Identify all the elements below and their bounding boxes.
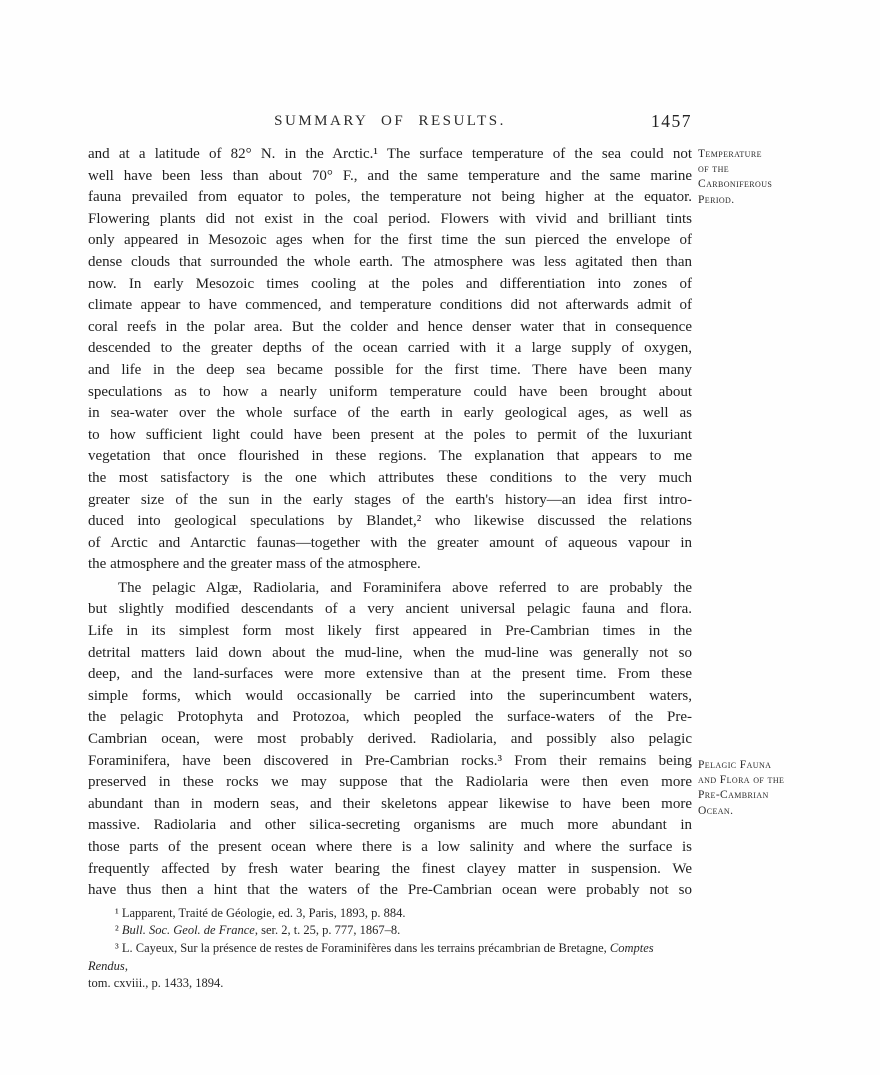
- footnote-text: ³ L. Cayeux, Sur la présence de restes de Foraminifères dans les terrains précambrian de Bretagne,: [115, 940, 610, 955]
- text-line: Cambrian ocean, were most probably derived. Radiolaria, and possibly also pelagic: [88, 731, 692, 748]
- text-line: Pelagic Fauna: [698, 759, 772, 771]
- text-line: dense clouds that surrounded the whole earth. The atmosphere was less agitated then than: [88, 253, 692, 270]
- text-line: Life in its simplest form most likely first appeared in Pre-Cambrian times in the: [88, 623, 692, 640]
- text-line: coral reefs in the polar area. But the colder and hence denser water that in consequence: [88, 318, 692, 335]
- footnote-citation-title: Bull. Soc. Geol. de France: [121, 923, 255, 938]
- text-line: Period.: [698, 193, 735, 206]
- text-line: Ocean.: [698, 804, 734, 817]
- footnote-text: , ser. 2, t. 25, p. 777, 1867–8.: [254, 923, 401, 938]
- text-line: speculations as to how a nearly uniform temperature could have been brought about: [88, 383, 692, 400]
- text-line: descended to the greater depths of the ocean carried with it a large supply of oxygen,: [88, 340, 692, 357]
- text-line: Foraminifera, have been discovered in Pre-Cambrian rocks.³ From their remains being: [88, 752, 692, 769]
- text-line: of Arctic and Antarctic faunas—together with the greater amount of aqueous vapour in: [88, 534, 692, 551]
- text-line: Pre-Cambrian: [698, 789, 769, 802]
- text-line: to how sufficient light could have been present at the poles to permit of the luxuriant: [88, 426, 692, 443]
- text-line: Carboniferous: [698, 178, 773, 191]
- text-line: and Flora of the: [698, 774, 785, 787]
- text-line: in sea-water over the whole surface of the earth in early geological ages, as well as: [88, 405, 692, 422]
- text-line: duced into geological speculations by Blandet,² who likewise discussed the relations: [88, 513, 692, 530]
- text-line: fauna prevailed from equator to poles, the temperature not being higher at the equator.: [88, 189, 692, 206]
- text-line: the most satisfactory is the one which attributes these conditions to the very much: [88, 469, 692, 486]
- text-line: climate appear to have commenced, and temperature conditions did not afterwards admit of: [88, 297, 692, 314]
- text-line: of the: [698, 163, 730, 176]
- paragraph-carboniferous-temperature: [88, 144, 692, 576]
- footnote-line: [88, 940, 692, 975]
- running-head: SUMMARY OF RESULTS.: [274, 113, 506, 129]
- margin-note-carboniferous-period: [698, 147, 874, 208]
- text-line: preserved in these rocks we may suppose that the Radiolaria were then even more: [88, 774, 692, 791]
- text-line: greater size of the sun in the early stages of the earth's history—an idea first intro-: [88, 491, 692, 508]
- text-line: Temperature: [698, 148, 762, 160]
- text-line: well have been less than about 70° F., and the same temperature and the same marine: [88, 167, 692, 184]
- footnotes: [88, 905, 692, 993]
- text-line: but slightly modified descendants of a very ancient universal pelagic fauna and flora.: [88, 601, 692, 618]
- text-line: those parts of the present ocean where there is a low salinity and where the surface is: [88, 839, 692, 855]
- paragraph-pelagic-fauna: [88, 578, 692, 902]
- text-line: simple forms, which would occasionally be carried into the superincumbent waters,: [88, 687, 692, 704]
- text-line: the atmosphere and the greater mass of the atmosphere.: [88, 556, 421, 573]
- text-line: Flowering plants did not exist in the coal period. Flowers with vivid and brilliant tints: [88, 210, 692, 227]
- text-line: abundant than in modern seas, and their skeletons appear likewise to have been more: [88, 795, 692, 812]
- text-line: and life in the deep sea became possible for the first time. There have been many: [88, 361, 692, 378]
- footnote-text: ¹ Lapparent, Traité de Géologie, ed. 3, Paris, 1893, p. 884.: [115, 905, 406, 920]
- footnote-line: [88, 975, 692, 993]
- footnote-citation-title: Comptes Rendus: [88, 940, 654, 973]
- footnote-line: [88, 905, 692, 923]
- text-line: frequently affected by fresh water bearing the finest clayey matter in suspension. We: [88, 860, 692, 877]
- text-line: The pelagic Algæ, Radiolaria, and Foraminifera above referred to are probably the: [118, 579, 692, 596]
- footnote-text: tom. cxviii., p. 1433, 1894.: [88, 976, 224, 991]
- text-line: now. In early Mesozoic times cooling at the poles and differentiation into zones of: [88, 275, 692, 292]
- body-text: [88, 144, 692, 993]
- text-line: have thus then a hint that the waters of the Pre-Cambrian ocean were probably not so: [88, 882, 692, 899]
- text-line: detrital matters laid down about the mud-line, when the mud-line was generally not so: [88, 644, 692, 661]
- text-line: vegetation that once flourished in these regions. The explanation that appears to me: [88, 448, 692, 465]
- text-line: the pelagic Protophyta and Protozoa, which peopled the surface-waters of the Pre-: [88, 709, 692, 726]
- text-line: only appeared in Mesozoic ages when for the first time the sun pierced the envelope of: [88, 232, 692, 249]
- text-line: deep, and the land-surfaces were more extensive than at the present time. From these: [88, 666, 692, 683]
- footnote-text: ,: [124, 958, 128, 973]
- margin-note-precambrian-ocean: [698, 758, 874, 819]
- page-number: 1457: [651, 111, 692, 131]
- text-line: and at a latitude of 82° N. in the Arctic.¹ The surface temperature of the sea could not: [88, 146, 692, 162]
- footnote-text: ²: [115, 923, 122, 938]
- footnote-line: [88, 922, 692, 940]
- text-line: massive. Radiolaria and other silica-secreting organisms are much more abundant in: [88, 817, 692, 834]
